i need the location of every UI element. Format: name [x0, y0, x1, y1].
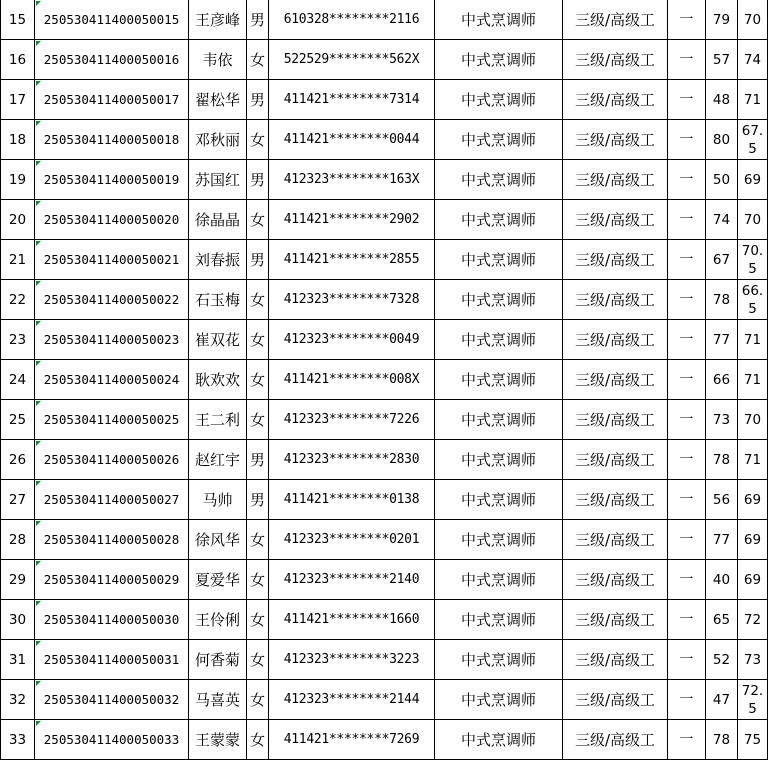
ticket-number-cell[interactable]: 250530411400050029: [35, 560, 189, 600]
name-cell[interactable]: 石玉梅: [189, 280, 247, 320]
mark-cell[interactable]: 一: [668, 680, 706, 720]
occupation-cell[interactable]: 中式烹调师: [435, 360, 563, 400]
skill-score-cell[interactable]: 66.5: [738, 280, 768, 320]
id-card-cell[interactable]: 610328********2116: [269, 0, 435, 40]
occupation-cell[interactable]: 中式烹调师: [435, 680, 563, 720]
id-card-cell[interactable]: 411421********7314: [269, 80, 435, 120]
ticket-number-cell[interactable]: 250530411400050030: [35, 600, 189, 640]
occupation-cell[interactable]: 中式烹调师: [435, 440, 563, 480]
ticket-number-cell[interactable]: 250530411400050033: [35, 720, 189, 760]
gender-cell[interactable]: 男: [247, 0, 269, 40]
occupation-cell[interactable]: 中式烹调师: [435, 520, 563, 560]
id-card-cell[interactable]: 412323********0201: [269, 520, 435, 560]
skill-score-cell[interactable]: 67.5: [738, 120, 768, 160]
name-cell[interactable]: 翟松华: [189, 80, 247, 120]
table-row: [1, 320, 768, 360]
skill-score-cell[interactable]: 72: [738, 600, 768, 640]
theory-score-cell[interactable]: 78: [706, 720, 738, 760]
mark-cell[interactable]: 一: [668, 640, 706, 680]
row-number-cell[interactable]: 21: [1, 240, 35, 280]
occupation-cell[interactable]: 中式烹调师: [435, 280, 563, 320]
skill-score-cell[interactable]: 73: [738, 640, 768, 680]
skill-score-cell[interactable]: 71: [738, 320, 768, 360]
occupation-cell[interactable]: 中式烹调师: [435, 0, 563, 40]
skill-score-cell[interactable]: 70: [738, 0, 768, 40]
occupation-cell[interactable]: 中式烹调师: [435, 640, 563, 680]
gender-cell[interactable]: 女: [247, 400, 269, 440]
gender-cell[interactable]: 女: [247, 280, 269, 320]
ticket-number-cell[interactable]: 250530411400050017: [35, 80, 189, 120]
level-cell[interactable]: 三级/高级工: [563, 440, 668, 480]
row-number-cell[interactable]: 28: [1, 520, 35, 560]
id-card-cell[interactable]: 411421********2855: [269, 240, 435, 280]
id-card-cell[interactable]: 411421********1660: [269, 600, 435, 640]
mark-cell[interactable]: 一: [668, 280, 706, 320]
mark-cell[interactable]: 一: [668, 440, 706, 480]
mark-cell[interactable]: 一: [668, 0, 706, 40]
row-number-cell[interactable]: 20: [1, 200, 35, 240]
skill-score-cell[interactable]: 75: [738, 720, 768, 760]
table-row: [1, 120, 768, 160]
gender-cell[interactable]: 男: [247, 80, 269, 120]
level-cell[interactable]: 三级/高级工: [563, 640, 668, 680]
gender-cell[interactable]: 女: [247, 680, 269, 720]
ticket-number-cell[interactable]: 250530411400050026: [35, 440, 189, 480]
id-card-cell[interactable]: 411421********008X: [269, 360, 435, 400]
gender-cell[interactable]: 女: [247, 320, 269, 360]
name-cell[interactable]: 苏国红: [189, 160, 247, 200]
table-row: [1, 400, 768, 440]
skill-score-cell[interactable]: 70.5: [738, 240, 768, 280]
skill-score-cell[interactable]: 69: [738, 160, 768, 200]
ticket-number-cell[interactable]: 250530411400050031: [35, 640, 189, 680]
table-row: [1, 40, 768, 80]
occupation-cell[interactable]: 中式烹调师: [435, 560, 563, 600]
id-card-cell[interactable]: 412323********0049: [269, 320, 435, 360]
skill-score-cell[interactable]: 70: [738, 400, 768, 440]
table-body: [1, 0, 768, 760]
ticket-number-cell[interactable]: 250530411400050028: [35, 520, 189, 560]
theory-score-cell[interactable]: 56: [706, 480, 738, 520]
ticket-number-cell[interactable]: 250530411400050015: [35, 0, 189, 40]
table-row: [1, 680, 768, 720]
table-row: [1, 160, 768, 200]
table-row: [1, 440, 768, 480]
occupation-cell[interactable]: 中式烹调师: [435, 40, 563, 80]
row-number-cell[interactable]: 15: [1, 0, 35, 40]
ticket-number-cell[interactable]: 250530411400050019: [35, 160, 189, 200]
level-cell[interactable]: 三级/高级工: [563, 400, 668, 440]
skill-score-cell[interactable]: 71: [738, 440, 768, 480]
level-cell[interactable]: 三级/高级工: [563, 120, 668, 160]
table-row: [1, 0, 768, 40]
gender-cell[interactable]: 男: [247, 440, 269, 480]
name-cell[interactable]: 韦依: [189, 40, 247, 80]
level-cell[interactable]: 三级/高级工: [563, 80, 668, 120]
id-card-cell[interactable]: 412323********163X: [269, 160, 435, 200]
id-card-cell[interactable]: 411421********0138: [269, 480, 435, 520]
ticket-number-cell[interactable]: 250530411400050022: [35, 280, 189, 320]
name-cell[interactable]: 刘春振: [189, 240, 247, 280]
id-card-cell[interactable]: 412323********2830: [269, 440, 435, 480]
mark-cell[interactable]: 一: [668, 560, 706, 600]
theory-score-cell[interactable]: 48: [706, 80, 738, 120]
level-cell[interactable]: 三级/高级工: [563, 680, 668, 720]
name-cell[interactable]: 赵红宇: [189, 440, 247, 480]
level-cell[interactable]: 三级/高级工: [563, 720, 668, 760]
theory-score-cell[interactable]: 74: [706, 200, 738, 240]
id-card-cell[interactable]: 412323********7226: [269, 400, 435, 440]
name-cell[interactable]: 马喜英: [189, 680, 247, 720]
occupation-cell[interactable]: 中式烹调师: [435, 480, 563, 520]
name-cell[interactable]: 何香菊: [189, 640, 247, 680]
mark-cell[interactable]: 一: [668, 320, 706, 360]
name-cell[interactable]: 邓秋丽: [189, 120, 247, 160]
skill-score-cell[interactable]: 71: [738, 360, 768, 400]
skill-score-cell[interactable]: 72.5: [738, 680, 768, 720]
name-cell[interactable]: 徐晶晶: [189, 200, 247, 240]
occupation-cell[interactable]: 中式烹调师: [435, 320, 563, 360]
id-card-cell[interactable]: 412323********3223: [269, 640, 435, 680]
table-row: [1, 240, 768, 280]
gender-cell[interactable]: 女: [247, 120, 269, 160]
id-card-cell[interactable]: 412323********7328: [269, 280, 435, 320]
level-cell[interactable]: 三级/高级工: [563, 40, 668, 80]
mark-cell[interactable]: 一: [668, 40, 706, 80]
level-cell[interactable]: 三级/高级工: [563, 280, 668, 320]
skill-score-cell[interactable]: 69: [738, 480, 768, 520]
name-cell[interactable]: 崔双花: [189, 320, 247, 360]
mark-cell[interactable]: 一: [668, 80, 706, 120]
table-row: [1, 480, 768, 520]
ticket-number-cell[interactable]: 250530411400050032: [35, 680, 189, 720]
theory-score-cell[interactable]: 66: [706, 360, 738, 400]
level-cell[interactable]: 三级/高级工: [563, 600, 668, 640]
occupation-cell[interactable]: 中式烹调师: [435, 400, 563, 440]
table-row: [1, 200, 768, 240]
theory-score-cell[interactable]: 65: [706, 600, 738, 640]
name-cell[interactable]: 王伶俐: [189, 600, 247, 640]
gender-cell[interactable]: 男: [247, 160, 269, 200]
row-number-cell[interactable]: 29: [1, 560, 35, 600]
row-number-cell[interactable]: 18: [1, 120, 35, 160]
mark-cell[interactable]: 一: [668, 520, 706, 560]
table-row: [1, 520, 768, 560]
id-card-cell[interactable]: 412323********2140: [269, 560, 435, 600]
row-number-cell[interactable]: 26: [1, 440, 35, 480]
theory-score-cell[interactable]: 52: [706, 640, 738, 680]
ticket-number-cell[interactable]: 250530411400050023: [35, 320, 189, 360]
row-number-cell[interactable]: 33: [1, 720, 35, 760]
theory-score-cell[interactable]: 67: [706, 240, 738, 280]
theory-score-cell[interactable]: 78: [706, 440, 738, 480]
theory-score-cell[interactable]: 47: [706, 680, 738, 720]
table-row: [1, 720, 768, 760]
theory-score-cell[interactable]: 77: [706, 320, 738, 360]
name-cell[interactable]: 徐风华: [189, 520, 247, 560]
skill-score-cell[interactable]: 74: [738, 40, 768, 80]
level-cell[interactable]: 三级/高级工: [563, 520, 668, 560]
row-number-cell[interactable]: 23: [1, 320, 35, 360]
row-number-cell[interactable]: 27: [1, 480, 35, 520]
theory-score-cell[interactable]: 80: [706, 120, 738, 160]
name-cell[interactable]: 马帅: [189, 480, 247, 520]
gender-cell[interactable]: 女: [247, 40, 269, 80]
id-card-cell[interactable]: 412323********2144: [269, 680, 435, 720]
mark-cell[interactable]: 一: [668, 480, 706, 520]
name-cell[interactable]: 王彦峰: [189, 0, 247, 40]
table-row: [1, 360, 768, 400]
occupation-cell[interactable]: 中式烹调师: [435, 720, 563, 760]
table-row: [1, 80, 768, 120]
theory-score-cell[interactable]: 50: [706, 160, 738, 200]
id-card-cell[interactable]: 411421********7269: [269, 720, 435, 760]
mark-cell[interactable]: 一: [668, 600, 706, 640]
occupation-cell[interactable]: 中式烹调师: [435, 200, 563, 240]
theory-score-cell[interactable]: 57: [706, 40, 738, 80]
table-row: [1, 600, 768, 640]
ticket-number-cell[interactable]: 250530411400050027: [35, 480, 189, 520]
level-cell[interactable]: 三级/高级工: [563, 240, 668, 280]
level-cell[interactable]: 三级/高级工: [563, 200, 668, 240]
id-card-cell[interactable]: 522529********562X: [269, 40, 435, 80]
ticket-number-cell[interactable]: 250530411400050024: [35, 360, 189, 400]
mark-cell[interactable]: 一: [668, 240, 706, 280]
row-number-cell[interactable]: 30: [1, 600, 35, 640]
mark-cell[interactable]: 一: [668, 120, 706, 160]
name-cell[interactable]: 耿欢欢: [189, 360, 247, 400]
level-cell[interactable]: 三级/高级工: [563, 160, 668, 200]
row-number-cell[interactable]: 16: [1, 40, 35, 80]
theory-score-cell[interactable]: 79: [706, 0, 738, 40]
theory-score-cell[interactable]: 73: [706, 400, 738, 440]
level-cell[interactable]: 三级/高级工: [563, 480, 668, 520]
level-cell[interactable]: 三级/高级工: [563, 560, 668, 600]
occupation-cell[interactable]: 中式烹调师: [435, 240, 563, 280]
mark-cell[interactable]: 一: [668, 720, 706, 760]
gender-cell[interactable]: 女: [247, 600, 269, 640]
row-number-cell[interactable]: 19: [1, 160, 35, 200]
ticket-number-cell[interactable]: 250530411400050018: [35, 120, 189, 160]
row-number-cell[interactable]: 25: [1, 400, 35, 440]
ticket-number-cell[interactable]: 250530411400050021: [35, 240, 189, 280]
occupation-cell[interactable]: 中式烹调师: [435, 120, 563, 160]
skill-score-cell[interactable]: 69: [738, 520, 768, 560]
row-number-cell[interactable]: 31: [1, 640, 35, 680]
name-cell[interactable]: 夏爱华: [189, 560, 247, 600]
theory-score-cell[interactable]: 77: [706, 520, 738, 560]
mark-cell[interactable]: 一: [668, 160, 706, 200]
mark-cell[interactable]: 一: [668, 360, 706, 400]
gender-cell[interactable]: 女: [247, 560, 269, 600]
table-row: [1, 560, 768, 600]
skill-score-cell[interactable]: 71: [738, 80, 768, 120]
occupation-cell[interactable]: 中式烹调师: [435, 160, 563, 200]
name-cell[interactable]: 王蒙蒙: [189, 720, 247, 760]
gender-cell[interactable]: 女: [247, 520, 269, 560]
table-row: [1, 640, 768, 680]
mark-cell[interactable]: 一: [668, 200, 706, 240]
gender-cell[interactable]: 男: [247, 480, 269, 520]
gender-cell[interactable]: 女: [247, 360, 269, 400]
gender-cell[interactable]: 男: [247, 240, 269, 280]
theory-score-cell[interactable]: 40: [706, 560, 738, 600]
skill-score-cell[interactable]: 70: [738, 200, 768, 240]
id-card-cell[interactable]: 411421********0044: [269, 120, 435, 160]
table-row: [1, 280, 768, 320]
ticket-number-cell[interactable]: 250530411400050020: [35, 200, 189, 240]
name-cell[interactable]: 王二利: [189, 400, 247, 440]
gender-cell[interactable]: 女: [247, 720, 269, 760]
id-card-cell[interactable]: 411421********2902: [269, 200, 435, 240]
gender-cell[interactable]: 女: [247, 200, 269, 240]
row-number-cell[interactable]: 24: [1, 360, 35, 400]
ticket-number-cell[interactable]: 250530411400050025: [35, 400, 189, 440]
row-number-cell[interactable]: 17: [1, 80, 35, 120]
level-cell[interactable]: 三级/高级工: [563, 320, 668, 360]
row-number-cell[interactable]: 22: [1, 280, 35, 320]
occupation-cell[interactable]: 中式烹调师: [435, 600, 563, 640]
row-number-cell[interactable]: 32: [1, 680, 35, 720]
level-cell[interactable]: 三级/高级工: [563, 0, 668, 40]
skill-score-cell[interactable]: 69: [738, 560, 768, 600]
theory-score-cell[interactable]: 78: [706, 280, 738, 320]
mark-cell[interactable]: 一: [668, 400, 706, 440]
ticket-number-cell[interactable]: 250530411400050016: [35, 40, 189, 80]
gender-cell[interactable]: 女: [247, 640, 269, 680]
level-cell[interactable]: 三级/高级工: [563, 360, 668, 400]
occupation-cell[interactable]: 中式烹调师: [435, 80, 563, 120]
